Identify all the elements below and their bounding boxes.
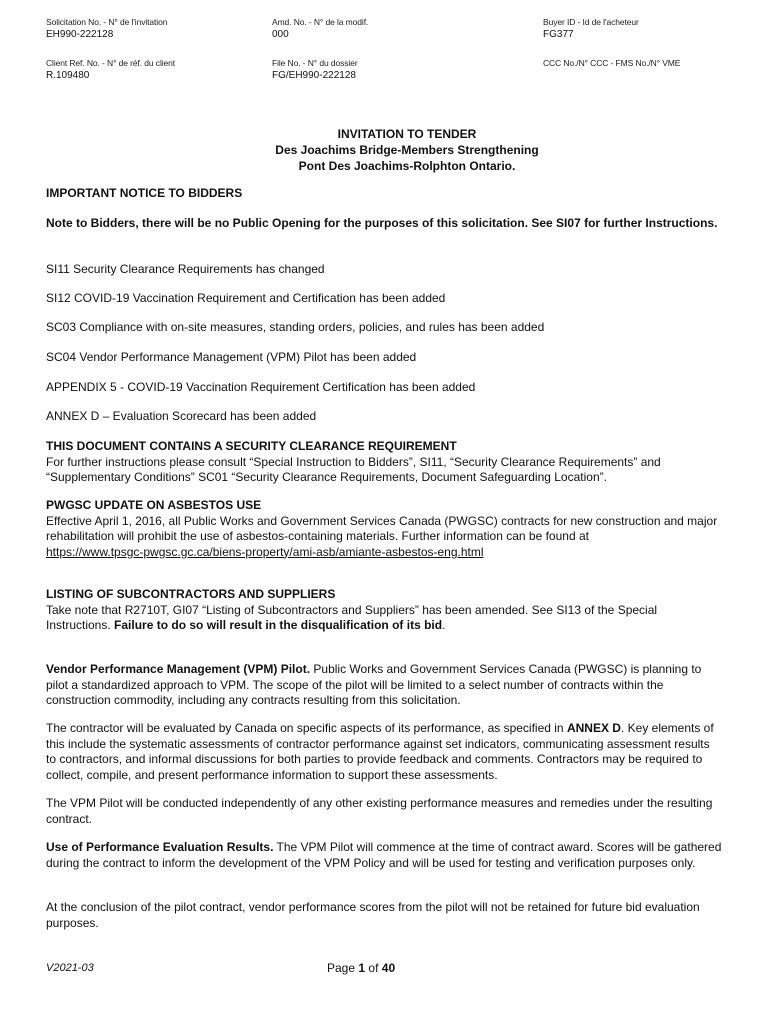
file-value: FG/EH990-222128 xyxy=(272,70,356,81)
change-item: SC04 Vendor Performance Management (VPM) Pilot has been added xyxy=(46,350,417,364)
asbestos-heading: PWGSC UPDATE ON ASBESTOS USE xyxy=(46,498,262,512)
title-line-2: Des Joachims Bridge-Members Strengthening xyxy=(275,143,539,157)
solicitation-label: Solicitation No. - N° de l'invitation xyxy=(46,17,168,27)
amendment-label: Amd. No. - N° de la modif. xyxy=(272,17,369,27)
security-heading: THIS DOCUMENT CONTAINS A SECURITY CLEARANCE REQUIREMENT xyxy=(46,439,457,453)
file-label: File No. - N° du dossier xyxy=(272,58,358,68)
security-section xyxy=(46,439,722,486)
buyer-id xyxy=(543,17,639,40)
change-item: ANNEX D – Evaluation Scorecard has been added xyxy=(46,409,317,423)
solicitation-number xyxy=(46,17,167,40)
buyer-value: FG377 xyxy=(543,29,574,40)
vpm-independent: The VPM Pilot will be conducted independently of any other existing performance measures and remedies under the resulting contract. xyxy=(46,796,713,826)
change-item: SI11 Security Clearance Requirements has changed xyxy=(46,262,325,276)
amendment-number xyxy=(272,17,368,40)
title-line-3: Pont Des Joachims-Rolphton Ontario. xyxy=(298,159,516,173)
vpm-conclusion: At the conclusion of the pilot contract, vendor performance scores from the pilot will not be retained for future bid evaluation purposes. xyxy=(46,900,700,930)
page-number: Page 1 of 40 xyxy=(327,961,396,975)
client-ref xyxy=(46,58,175,81)
annex-d-ref: ANNEX D xyxy=(566,721,621,735)
notice-heading: IMPORTANT NOTICE TO BIDDERS xyxy=(46,186,243,200)
ccc-label: CCC No./N° CCC - FMS No./N° VME xyxy=(543,58,681,68)
subcontractors-text: Take note that R2710T, GI07 “Listing of Subcontractors and Suppliers” has been amended. See SI13 of the Special Instructions. Failure to do so will result in the disqualification of its bid. xyxy=(46,602,658,632)
asbestos-link[interactable]: https://www.tpsgc-pwgsc.gc.ca/biens-property/ami-asb/amiante-asbestos-eng.html xyxy=(46,544,484,559)
title-line-1: INVITATION TO TENDER xyxy=(337,127,477,141)
client-value: R.109480 xyxy=(46,70,90,81)
subcontractors-section xyxy=(46,587,722,634)
version-label: V2021-03 xyxy=(46,962,94,974)
change-item: SI12 COVID-19 Vaccination Requirement and Certification has been added xyxy=(46,291,446,305)
note-to-bidders: Note to Bidders, there will be no Public Opening for the purposes of this solicitation. See SI07 for further Instructions. xyxy=(46,216,718,230)
ccc-number xyxy=(543,58,680,69)
asbestos-section xyxy=(46,498,722,560)
change-item: SC03 Compliance with on-site measures, standing orders, policies, and rules has been added xyxy=(46,320,545,334)
document-title xyxy=(46,126,768,174)
amendment-value: 000 xyxy=(272,29,289,40)
asbestos-text: Effective April 1, 2016, all Public Works and Government Services Canada (PWGSC) contracts for new construction and major rehabilitation will prohibit the use of asbestos-containing materials. Further information can be found at xyxy=(46,513,718,543)
vpm-use-results: Use of Performance Evaluation Results. The VPM Pilot will commence at the time of contract award. Scores will be gathered during the contract to inform the development of the VPM Policy and will be used for testing and verification purposes only. xyxy=(46,840,722,870)
vpm-evaluation: The contractor will be evaluated by Canada on specific aspects of its performance, as specified in ANNEX D. Key elements of this include the systematic assessments of contractor performance against set indicators, communicating assessment results to contractors, and informal discussions for both parties to provide feedback and comments. Contractors may be required to collect, compile, and present performance information to support these assessments. xyxy=(46,721,714,782)
security-text: For further instructions please consult “Special Instruction to Bidders”, SI11, “Security Clearance Requirements” and “Supplementary Conditions” SC01 “Security Clearance Requirements, Document Safeguarding Location”. xyxy=(46,454,661,484)
solicitation-value: EH990-222128 xyxy=(46,29,114,40)
vpm-intro: Vendor Performance Management (VPM) Pilot. Public Works and Government Services Canada (PWGSC) is planning to pilot a standardized approach to VPM. The scope of the pilot will be limited to a select number of contracts within the construction commodity, including any contracts resulting from this solicitation. xyxy=(46,662,702,707)
disqualification-warning: Failure to do so will result in the disqualification of its bid xyxy=(114,618,443,632)
buyer-label: Buyer ID - Id de l'acheteur xyxy=(543,17,639,27)
change-item: APPENDIX 5 - COVID-19 Vaccination Requirement Certification has been added xyxy=(46,380,476,394)
vpm-lead: Vendor Performance Management (VPM) Pilot. xyxy=(46,662,311,676)
use-results-lead: Use of Performance Evaluation Results. xyxy=(46,840,274,854)
client-label: Client Ref. No. - N° de réf. du client xyxy=(46,58,176,68)
file-number xyxy=(272,58,358,81)
subcontractors-heading: LISTING OF SUBCONTRACTORS AND SUPPLIERS xyxy=(46,587,336,601)
